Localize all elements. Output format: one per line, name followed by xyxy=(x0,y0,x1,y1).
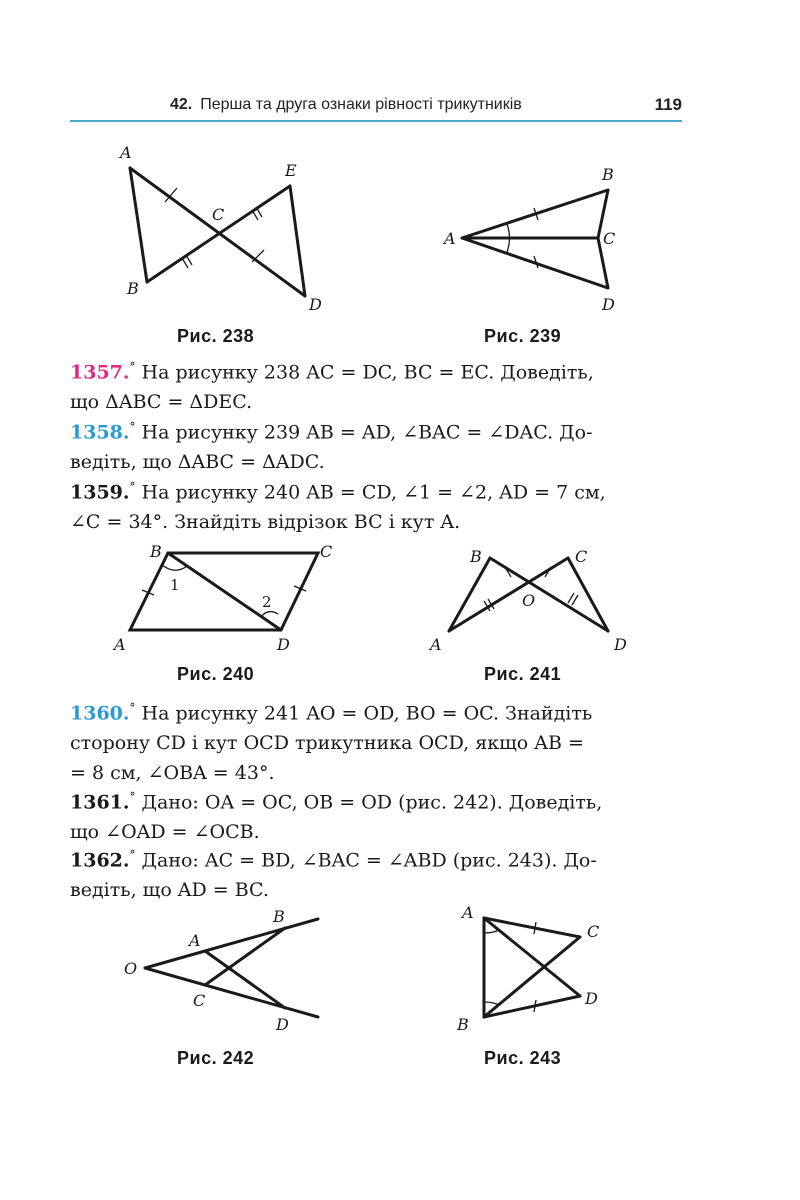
fig239-label-b: B xyxy=(602,165,614,184)
fig242-label-b: B xyxy=(273,907,285,926)
fig242-label-c: C xyxy=(193,991,206,1010)
problem-1362-line2: ведіть, що AD = BC. xyxy=(70,879,269,902)
problem-1360-marker: ° xyxy=(129,701,136,715)
fig243-label-c: C xyxy=(587,922,600,941)
fig240-label-d: D xyxy=(277,635,290,654)
problem-1357-line2: що ΔABC = ΔDEC. xyxy=(70,391,253,414)
problem-1361-marker: ° xyxy=(129,790,136,804)
problem-1360-line1: На рисунку 241 AO = OD, BO = OC. Знайдіть xyxy=(141,702,593,725)
section-number: 42. xyxy=(170,96,193,113)
problem-1358-marker: ° xyxy=(129,420,136,434)
fig239-label-d: D xyxy=(602,295,615,314)
fig240-label-b: B xyxy=(150,542,162,561)
fig241-label-d: D xyxy=(614,635,627,654)
problem-1359-number: 1359. xyxy=(70,481,130,504)
fig238-label-a: A xyxy=(120,143,132,162)
fig241-label-o: O xyxy=(522,591,536,610)
problem-1361-number: 1361. xyxy=(70,791,130,814)
fig242-caption: Рис. 242 xyxy=(177,1048,255,1068)
fig239-label-a: A xyxy=(444,229,456,248)
problem-1362-marker: ° xyxy=(129,848,136,862)
page-number: 119 xyxy=(654,95,682,114)
problem-1358-line1: На рисунку 239 AB = AD, ∠BAC = ∠DAC. До- xyxy=(141,421,593,444)
problem-1357-number: 1357. xyxy=(70,361,130,384)
fig243-label-d: D xyxy=(585,989,598,1008)
fig238-caption: Рис. 238 xyxy=(177,326,255,346)
fig243-caption: Рис. 243 xyxy=(484,1048,562,1068)
fig240-angle-1: 1 xyxy=(170,576,180,594)
fig240-angle-2: 2 xyxy=(262,593,272,611)
fig238-label-b: B xyxy=(127,279,139,298)
fig239-caption: Рис. 239 xyxy=(484,326,562,346)
problem-1362-number: 1362. xyxy=(70,849,130,872)
fig241-label-b: B xyxy=(470,547,482,566)
fig242-label-o: O xyxy=(124,959,138,978)
fig240-label-a: A xyxy=(114,635,126,654)
fig238-label-d: D xyxy=(309,295,322,314)
problem-1362-line1: Дано: AC = BD, ∠BAC = ∠ABD (рис. 243). До- xyxy=(141,849,597,872)
fig241-caption: Рис. 241 xyxy=(484,664,562,684)
problem-1360-number: 1360. xyxy=(70,702,130,725)
fig238-label-c: C xyxy=(212,205,225,224)
fig240-label-c: C xyxy=(320,542,333,561)
problem-1359-marker: ° xyxy=(129,480,136,494)
fig243-label-a: A xyxy=(462,903,474,922)
fig243-label-b: B xyxy=(457,1015,469,1034)
problem-1358-number: 1358. xyxy=(70,421,130,444)
problem-1360-line2: сторону CD і кут OCD трикутника OCD, якщо AB = xyxy=(70,732,584,755)
problem-1357-line1: На рисунку 238 AC = DC, BC = EC. Доведіть, xyxy=(141,361,594,384)
fig241-label-a: A xyxy=(430,635,442,654)
section-title-text: Перша та друга ознаки рівності трикутників xyxy=(200,96,522,113)
problem-1358-line2: ведіть, що ΔABC = ΔADC. xyxy=(70,451,325,474)
fig242-label-d: D xyxy=(276,1015,289,1034)
problem-1359-line1: На рисунку 240 AB = CD, ∠1 = ∠2, AD = 7 см, xyxy=(141,481,606,504)
fig240-caption: Рис. 240 xyxy=(177,664,255,684)
fig238-label-e: E xyxy=(285,161,297,180)
problem-1361-line1: Дано: OA = OC, OB = OD (рис. 242). Доведіть, xyxy=(141,791,603,814)
fig241-label-c: C xyxy=(575,547,588,566)
problem-1361-line2: що ∠OAD = ∠OCB. xyxy=(70,821,260,844)
fig239-label-c: C xyxy=(603,229,616,248)
problem-1360-line3: = 8 см, ∠OBA = 43°. xyxy=(70,762,275,785)
problem-1357-marker: ° xyxy=(129,360,136,374)
fig242-label-a: A xyxy=(189,931,201,950)
problem-1359-line2: ∠C = 34°. Знайдіть відрізок BC і кут A. xyxy=(70,511,461,534)
